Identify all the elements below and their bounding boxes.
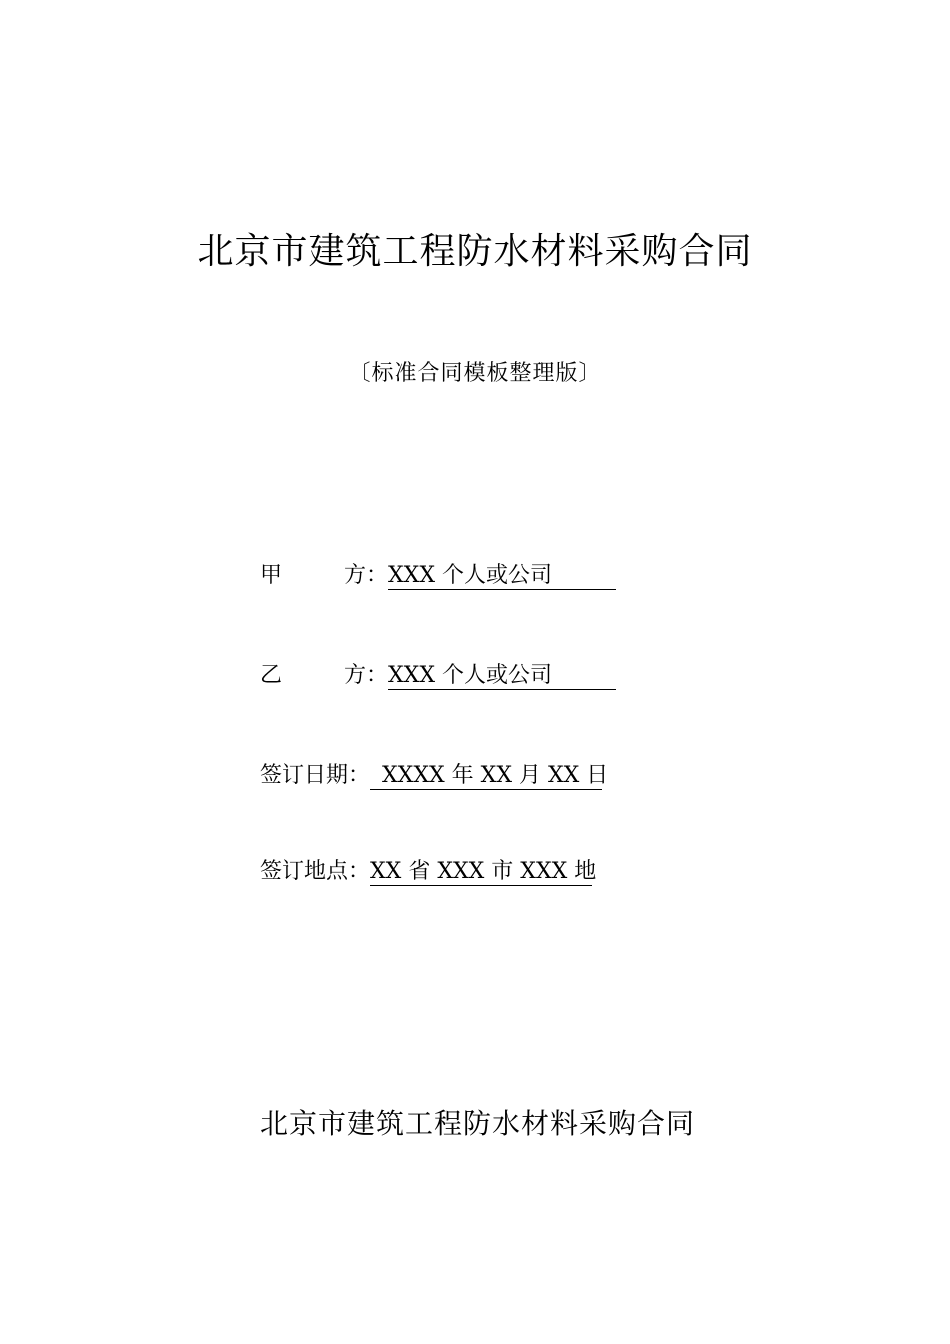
party-a-value: XXX 个人或公司 bbox=[388, 563, 616, 590]
party-b-label-second: 方： bbox=[343, 663, 388, 688]
sign-date-label: 签订日期： bbox=[260, 763, 371, 788]
party-a-field bbox=[260, 560, 616, 592]
footer-title: 北京市建筑工程防水材料采购合同 bbox=[260, 1107, 696, 1140]
party-b-value: XXX 个人或公司 bbox=[388, 663, 616, 690]
sign-place-label: 签订地点： bbox=[260, 859, 371, 884]
sign-place-field bbox=[260, 856, 597, 888]
party-b-label bbox=[260, 660, 388, 692]
party-a-label bbox=[260, 560, 388, 592]
sign-date-value: XXXX 年 XX 月 XX 日 bbox=[370, 763, 602, 790]
party-b-field bbox=[260, 660, 616, 692]
party-a-label-first: 甲 bbox=[260, 563, 283, 588]
party-a-label-second: 方： bbox=[343, 563, 388, 588]
party-b-label-first: 乙 bbox=[260, 663, 283, 688]
document-title: 北京市建筑工程防水材料采购合同 bbox=[197, 231, 753, 272]
sign-place-value: XX 省 XXX 市 XXX 地 bbox=[370, 859, 597, 884]
document-subtitle: 〔标准合同模板整理版〕 bbox=[348, 361, 602, 386]
sign-date-field bbox=[260, 760, 609, 792]
